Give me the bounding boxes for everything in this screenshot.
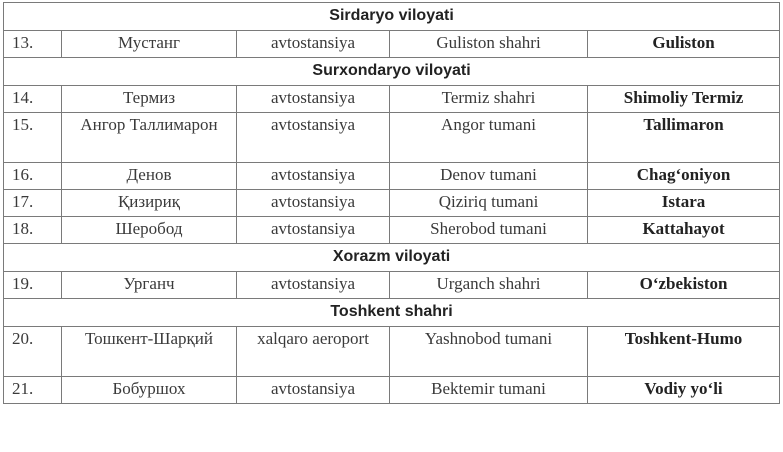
station-new-name: O‘zbekiston bbox=[588, 272, 780, 299]
station-location: Urganch shahri bbox=[390, 272, 588, 299]
station-type: avtostansiya bbox=[237, 272, 390, 299]
station-cyrillic: Бобуршох bbox=[62, 377, 237, 404]
station-new-name: Istara bbox=[588, 190, 780, 217]
region-row bbox=[4, 3, 780, 31]
station-location: Yashnobod tumani bbox=[390, 327, 588, 377]
station-cyrillic: Мустанг bbox=[62, 31, 237, 58]
station-cyrillic: Урганч bbox=[62, 272, 237, 299]
station-location: Qiziriq tumani bbox=[390, 190, 588, 217]
table-row bbox=[4, 377, 780, 404]
station-type: avtostansiya bbox=[237, 217, 390, 244]
station-new-name: Toshkent-Humo bbox=[588, 327, 780, 377]
station-type: avtostansiya bbox=[237, 113, 390, 163]
station-cyrillic: Термиз bbox=[62, 86, 237, 113]
region-row bbox=[4, 299, 780, 327]
station-type: avtostansiya bbox=[237, 86, 390, 113]
station-location: Sherobod tumani bbox=[390, 217, 588, 244]
station-cyrillic: Шеробод bbox=[62, 217, 237, 244]
region-row bbox=[4, 58, 780, 86]
station-cyrillic: Қизириқ bbox=[62, 190, 237, 217]
station-location: Termiz shahri bbox=[390, 86, 588, 113]
station-new-name: Tallimaron bbox=[588, 113, 780, 163]
station-location: Denov tumani bbox=[390, 163, 588, 190]
station-type: avtostansiya bbox=[237, 190, 390, 217]
row-number: 20. bbox=[4, 327, 62, 377]
region-title: Toshkent shahri bbox=[4, 299, 780, 327]
table-row bbox=[4, 190, 780, 217]
row-number: 21. bbox=[4, 377, 62, 404]
row-number: 17. bbox=[4, 190, 62, 217]
station-type: xalqaro aeroport bbox=[237, 327, 390, 377]
row-number: 19. bbox=[4, 272, 62, 299]
stations-table bbox=[3, 2, 780, 404]
table-row bbox=[4, 327, 780, 377]
region-title: Surxondaryo viloyati bbox=[4, 58, 780, 86]
region-title: Xorazm viloyati bbox=[4, 244, 780, 272]
station-type: avtostansiya bbox=[237, 163, 390, 190]
region-row bbox=[4, 244, 780, 272]
station-new-name: Kattahayot bbox=[588, 217, 780, 244]
station-location: Guliston shahri bbox=[390, 31, 588, 58]
row-number: 13. bbox=[4, 31, 62, 58]
row-number: 15. bbox=[4, 113, 62, 163]
station-type: avtostansiya bbox=[237, 31, 390, 58]
station-location: Angor tumani bbox=[390, 113, 588, 163]
table-row bbox=[4, 31, 780, 58]
row-number: 14. bbox=[4, 86, 62, 113]
row-number: 16. bbox=[4, 163, 62, 190]
station-location: Bektemir tumani bbox=[390, 377, 588, 404]
station-cyrillic: Денов bbox=[62, 163, 237, 190]
table-row bbox=[4, 163, 780, 190]
station-new-name: Vodiy yo‘li bbox=[588, 377, 780, 404]
table-row bbox=[4, 217, 780, 244]
station-new-name: Shimoliy Termiz bbox=[588, 86, 780, 113]
station-new-name: Guliston bbox=[588, 31, 780, 58]
station-new-name: Chag‘oniyon bbox=[588, 163, 780, 190]
table-row bbox=[4, 272, 780, 299]
region-title: Sirdaryo viloyati bbox=[4, 3, 780, 31]
table-row bbox=[4, 113, 780, 163]
table-row bbox=[4, 86, 780, 113]
document-page bbox=[3, 2, 780, 404]
station-cyrillic: Тошкент-Шарқий bbox=[62, 327, 237, 377]
station-type: avtostansiya bbox=[237, 377, 390, 404]
row-number: 18. bbox=[4, 217, 62, 244]
station-cyrillic: Ангор Таллимарон bbox=[62, 113, 237, 163]
